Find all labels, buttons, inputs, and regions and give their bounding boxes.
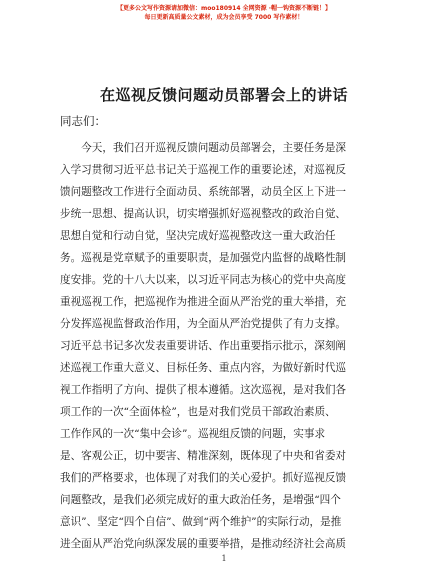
body-line: 度安排。党的十八大以来，以习近平同志为核心的党中央高度 (60, 274, 347, 286)
document-body (60, 137, 390, 555)
body-line: 进全面从严治党向纵深发展的重要举措，是推动经济社会高质 (60, 538, 347, 550)
body-line: 步统一思想、提高认识，切实增强抓好巡视整改的政治自觉、 (60, 208, 347, 220)
document-title: 在巡视反馈问题动员部署会上的讲话 (99, 86, 348, 104)
banner-line-2: 每日更新高质量公文素材，成为会员享受 7000 写作素材！ (144, 14, 304, 21)
body-line: 馈问题整改工作进行全面动员、系统部署，动员全区上下进一 (60, 186, 347, 198)
body-line: 工作作风的一次“集中会诊”。巡视组反馈的问题，实事求 (60, 428, 326, 440)
header-banner (0, 4, 448, 22)
body-line: 项工作的一次“全面体检”，也是对我们党员干部政治素质、 (60, 406, 336, 418)
body-line: 务。巡视是党章赋予的重要职责，是加强党内监督的战略性制 (60, 252, 347, 264)
body-line: 思想自觉和行动自觉，坚决完成好巡视整改这一重大政治任 (60, 230, 336, 242)
body-line: 述巡视工作重大意义、目标任务、重点内容，为做好新时代巡 (60, 362, 347, 374)
body-line: 意识”、坚定“四个自信”、做到“两个维护”的实际行动，是推 (60, 516, 342, 528)
page-number: 1 (221, 554, 227, 563)
body-line: 视工作指明了方向、提供了根本遵循。这次巡视，是对我们各 (60, 384, 347, 396)
body-line: 我们的严格要求，也体现了对我们的关心爱护。抓好巡视反馈 (60, 472, 347, 484)
body-line: 习近平总书记多次发表重要讲话、作出重要指示批示，深刻阐 (60, 340, 347, 352)
body-line: 分发挥巡视监督政治作用，为全面从严治党提供了有力支撑。 (60, 318, 347, 330)
body-line: 重视巡视工作，把巡视作为推进全面从严治党的重大举措，充 (60, 296, 347, 308)
body-line: 今天，我们召开巡视反馈问题动员部署会，主要任务是深 (60, 142, 347, 154)
greeting: 同志们： (60, 114, 106, 128)
body-line: 是、客观公正，切中要害、精准深刻，既体现了中央和省委对 (60, 450, 347, 462)
body-line: 问题整改，是我们必须完成好的重大政治任务，是增强“四个 (60, 494, 341, 506)
body-line: 入学习贯彻习近平总书记关于巡视工作的重要论述，对巡视反 (60, 164, 347, 176)
banner-line-1: 【更多公文写作资源请加微信：moo180914 全网资源 ·帽一钩资源不断链！】 (116, 5, 331, 12)
